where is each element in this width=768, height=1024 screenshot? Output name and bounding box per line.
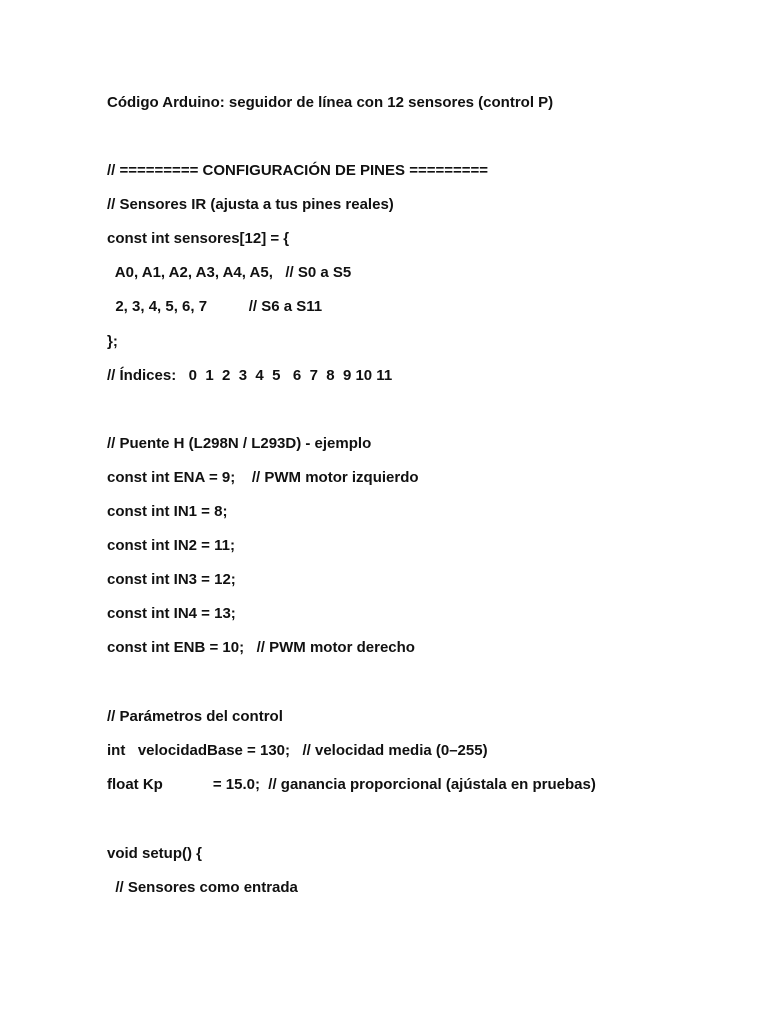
code-line: int velocidadBase = 130; // velocidad media (0–255) xyxy=(107,742,488,759)
code-line: // Sensores como entrada xyxy=(107,879,298,896)
code-line: const int sensores[12] = { xyxy=(107,230,290,247)
code-line: // ========= CONFIGURACIÓN DE PINES ========= xyxy=(107,162,489,179)
code-line: const int IN3 = 12; xyxy=(107,571,236,588)
code-line: // Puente H (L298N / L293D) - ejemplo xyxy=(107,435,372,452)
document-title: Código Arduino: seguidor de línea con 12 sensores (control P) xyxy=(107,94,554,111)
code-line: void setup() { xyxy=(107,845,203,862)
code-line: // Índices: 0 1 2 3 4 5 6 7 8 9 10 11 xyxy=(107,367,393,384)
code-line: float Kp = 15.0; // ganancia proporcional (ajústala en pruebas) xyxy=(107,776,596,793)
code-line: // Sensores IR (ajusta a tus pines reales) xyxy=(107,196,394,213)
code-line: const int IN4 = 13; xyxy=(107,605,236,622)
code-line: 2, 3, 4, 5, 6, 7 // S6 a S11 xyxy=(107,298,323,315)
code-line: const int ENB = 10; // PWM motor derecho xyxy=(107,639,415,656)
code-line: }; xyxy=(107,333,118,350)
code-line: A0, A1, A2, A3, A4, A5, // S0 a S5 xyxy=(107,264,352,281)
code-line: const int ENA = 9; // PWM motor izquierdo xyxy=(107,469,419,486)
code-line: const int IN2 = 11; xyxy=(107,537,235,554)
code-line: // Parámetros del control xyxy=(107,708,283,725)
code-line: const int IN1 = 8; xyxy=(107,503,228,520)
